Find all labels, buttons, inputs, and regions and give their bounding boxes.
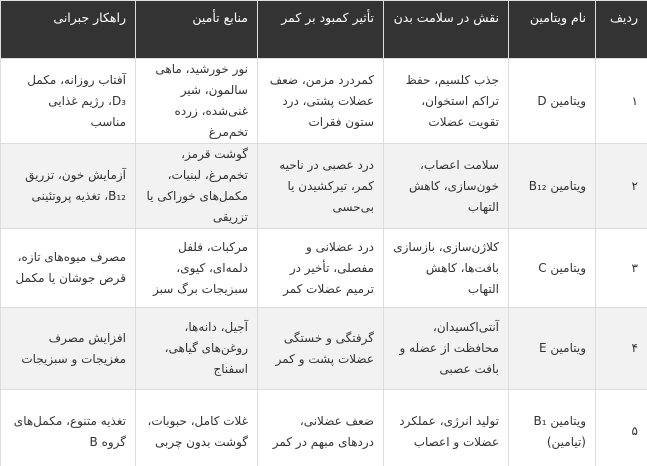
- table-body: [1, 59, 647, 466]
- cell-deficiency-effect: درد عضلانی و مفصلی، تأخیر در ترمیم عضلات کمر: [258, 229, 384, 308]
- cell-sources: آجیل، دانه‌ها، روغن‌های گیاهی، اسفناج: [136, 308, 258, 390]
- cell-vitamin-name: ویتامین E: [509, 308, 596, 390]
- cell-deficiency-effect: درد عصبی در ناحیه کمر، تیرکشیدن یا بی‌حسی: [258, 144, 384, 229]
- table-row: [1, 59, 647, 144]
- table-row: [1, 144, 647, 229]
- header-cell-deficiency-effect: تأثیر کمبود بر کمر: [258, 1, 384, 59]
- cell-number: ۴: [596, 308, 647, 390]
- cell-remedy: تغذیه متنوع، مکمل‌های گروه B: [1, 390, 136, 466]
- cell-health-role: آنتی‌اکسیدان، محافظت از عضله و بافت عصبی: [384, 308, 509, 390]
- cell-sources: نور خورشید، ماهی سالمون، شیر غنی‌شده، زرده تخم‌مرغ: [136, 59, 258, 144]
- cell-deficiency-effect: کمردرد مزمن، ضعف عضلات پشتی، درد ستون فقرات: [258, 59, 384, 144]
- cell-remedy: افزایش مصرف مغزیجات و سبزیجات: [1, 308, 136, 390]
- cell-vitamin-name: ویتامین C: [509, 229, 596, 308]
- cell-vitamin-name: ویتامین D: [509, 59, 596, 144]
- table-header: [1, 1, 647, 59]
- cell-remedy: مصرف میوه‌های تازه، قرص جوشان یا مکمل: [1, 229, 136, 308]
- table-row: [1, 308, 647, 390]
- cell-deficiency-effect: ضعف عضلانی، دردهای مبهم در کمر: [258, 390, 384, 466]
- table-row: [1, 390, 647, 466]
- cell-vitamin-name: ویتامین B₁₂: [509, 144, 596, 229]
- header-cell-number: ردیف: [596, 1, 647, 59]
- cell-number: ۲: [596, 144, 647, 229]
- cell-remedy: آزمایش خون، تزریق B₁₂، تغذیه پروتئینی: [1, 144, 136, 229]
- cell-sources: مرکبات، فلفل دلمه‌ای، کیوی، سبزیجات برگ سبز: [136, 229, 258, 308]
- header-cell-vitamin-name: نام ویتامین: [509, 1, 596, 59]
- header-cell-health-role: نقش در سلامت بدن: [384, 1, 509, 59]
- header-cell-sources: منابع تأمین: [136, 1, 258, 59]
- cell-number: ۳: [596, 229, 647, 308]
- cell-health-role: تولید انرژی، عملکرد عضلات و اعصاب: [384, 390, 509, 466]
- table-row: [1, 229, 647, 308]
- cell-sources: گوشت قرمز، تخم‌مرغ، لبنیات، مکمل‌های خوراکی یا تزریقی: [136, 144, 258, 229]
- cell-sources: غلات کامل، حبوبات، گوشت بدون چربی: [136, 390, 258, 466]
- cell-health-role: سلامت اعصاب، خون‌سازی، کاهش التهاب: [384, 144, 509, 229]
- header-cell-remedy: راهکار جبرانی: [1, 1, 136, 59]
- cell-health-role: جذب کلسیم، حفظ تراکم استخوان، تقویت عضلات: [384, 59, 509, 144]
- cell-number: ۱: [596, 59, 647, 144]
- cell-deficiency-effect: گرفتگی و خستگی عضلات پشت و کمر: [258, 308, 384, 390]
- cell-health-role: کلاژن‌سازی، بازسازی بافت‌ها، کاهش التهاب: [384, 229, 509, 308]
- header-row: [1, 1, 647, 59]
- cell-vitamin-name: ویتامین B₁ (تیامین): [509, 390, 596, 466]
- cell-number: ۵: [596, 390, 647, 466]
- cell-remedy: آفتاب روزانه، مکمل D₃، رژیم غذایی مناسب: [1, 59, 136, 144]
